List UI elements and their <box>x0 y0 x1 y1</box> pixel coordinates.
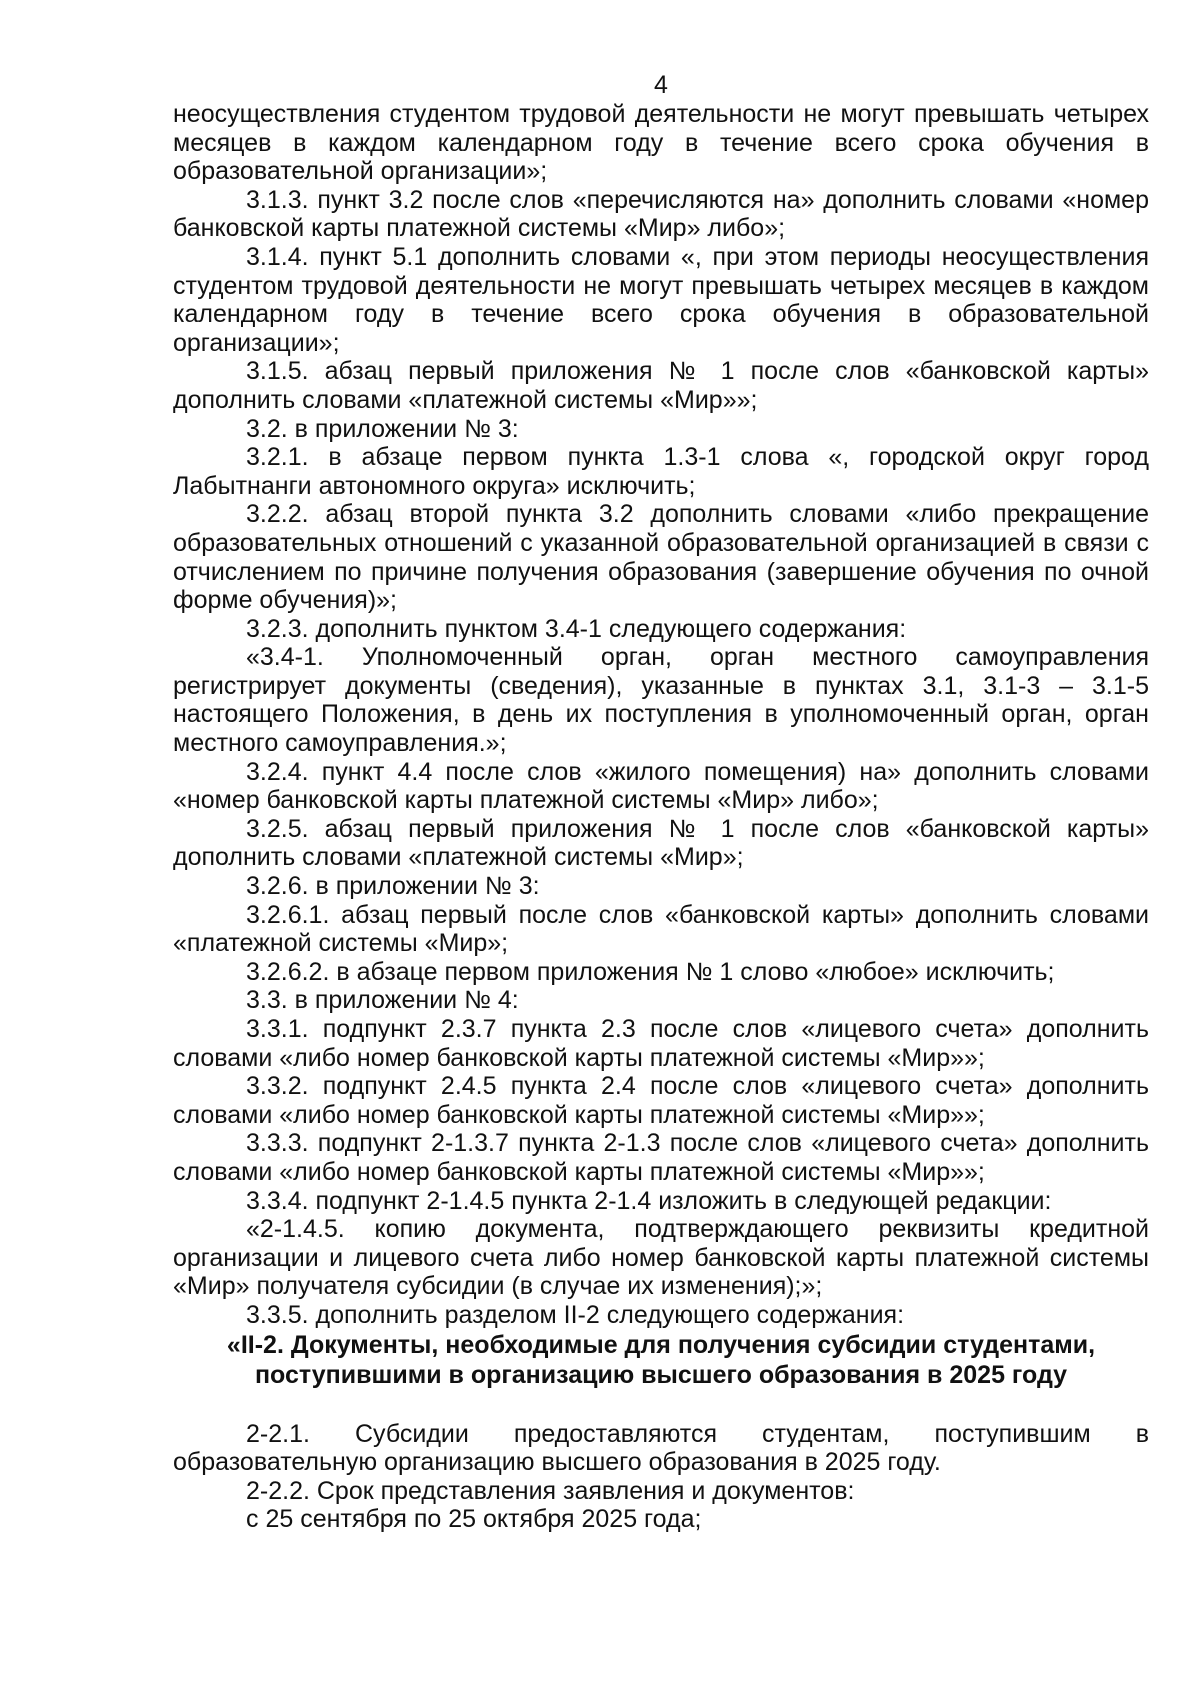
paragraph-3-2-3: 3.2.3. дополнить пунктом 3.4-1 следующего содержания: <box>246 614 907 643</box>
paragraph-3-1-3: 3.1.3. пункт 3.2 после слов «перечисляются на» дополнить словами «номер банковской карты платежной системы «Мир» либо»; <box>173 185 1149 243</box>
section-heading-line-1: «II-2. Документы, необходимые для получения субсидии студентами, <box>226 1330 1096 1359</box>
paragraph-3-4-1-quote: «3.4-1. Уполномоченный орган, орган местного самоуправления регистрирует документы (сведения), указанные в пунктах 3.1, 3.1-3 – 3.1-5 настоящего Положения, в день их поступления в уполномоченный орган, орган местного самоуправления.»; <box>173 643 1149 758</box>
paragraph-3-3-1: 3.3.1. подпункт 2.3.7 пункта 2.3 после слов «лицевого счета» дополнить словами «либо номер банковской карты платежной системы «Мир»»; <box>173 1015 1149 1072</box>
paragraph-3-2-6: 3.2.6. в приложении № 3: <box>246 872 540 901</box>
paragraph-3-3-5: 3.3.5. дополнить разделом II-2 следующего содержания: <box>246 1300 905 1329</box>
paragraph-3-2-6-1: 3.2.6.1. абзац первый после слов «банковской карты» дополнить словами «платежной системы «Мир»; <box>173 900 1149 958</box>
section-heading <box>173 1330 1149 1390</box>
paragraph-3-2: 3.2. в приложении № 3: <box>246 414 519 443</box>
paragraph-2-2-1: 2-2.1. Субсидии предоставляются студентам, поступившим в образовательную организацию высшего образования в 2025 году. <box>173 1419 1149 1477</box>
paragraph-3-3-2: 3.3.2. подпункт 2.4.5 пункта 2.4 после слов «лицевого счета» дополнить словами «либо номер банковской карты платежной системы «Мир»»; <box>173 1072 1149 1129</box>
document-body <box>173 100 1149 1534</box>
paragraph-2-2-2: 2-2.2. Срок представления заявления и документов: <box>246 1476 855 1505</box>
paragraph-3-2-4: 3.2.4. пункт 4.4 после слов «жилого помещения) на» дополнить словами «номер банковской карты платежной системы «Мир» либо»; <box>173 757 1149 815</box>
section-heading-line-2: поступившими в организацию высшего образования в 2025 году <box>254 1360 1068 1389</box>
document-page <box>173 70 1149 1534</box>
paragraph-3-1-5: 3.1.5. абзац первый приложения № 1 после слов «банковской карты» дополнить словами «платежной системы «Мир»»; <box>173 357 1149 414</box>
paragraph-3-3-3: 3.3.3. подпункт 2-1.3.7 пункта 2-1.3 после слов «лицевого счета» дополнить словами «либо номер банковской карты платежной системы «Мир»»; <box>173 1129 1149 1186</box>
paragraph-3-2-6-2: 3.2.6.2. в абзаце первом приложения № 1 слово «любое» исключить; <box>246 957 1055 986</box>
paragraph-3-2-2: 3.2.2. абзац второй пункта 3.2 дополнить словами «либо прекращение образовательных отношений с указанной образовательной организацией в связи с отчислением по причине получения образования (завершение обучения по очной форме обучения)»; <box>173 500 1149 615</box>
paragraph-continuation: неосуществления студентом трудовой деятельности не могут превышать четырех месяцев в каждом календарном году в течение всего срока обучения в образовательной организации»; <box>173 100 1149 186</box>
paragraph-3-1-4: 3.1.4. пункт 5.1 дополнить словами «, при этом периоды неосуществления студентом трудовой деятельности не могут превышать четырех месяцев в каждом календарном году в течение всего срока обучения в образовательной организации»; <box>173 242 1149 357</box>
paragraph-deadline: с 25 сентября по 25 октября 2025 года; <box>246 1505 702 1534</box>
paragraph-3-3-4: 3.3.4. подпункт 2-1.4.5 пункта 2-1.4 изложить в следующей редакции: <box>246 1186 1052 1215</box>
paragraph-3-2-5: 3.2.5. абзац первый приложения № 1 после слов «банковской карты» дополнить словами «платежной системы «Мир»; <box>173 814 1149 872</box>
paragraph-3-2-1: 3.2.1. в абзаце первом пункта 1.3-1 слова «, городской округ город Лабытнанги автономного округа» исключить; <box>173 443 1149 500</box>
paragraph-2-1-4-5-quote: «2-1.4.5. копию документа, подтверждающего реквизиты кредитной организации и лицевого счета либо номер банковской карты платежной системы «Мир» получателя субсидии (в случае их изменения);»; <box>173 1215 1149 1301</box>
page-number: 4 <box>654 71 668 99</box>
paragraph-3-3: 3.3. в приложении № 4: <box>246 986 519 1015</box>
